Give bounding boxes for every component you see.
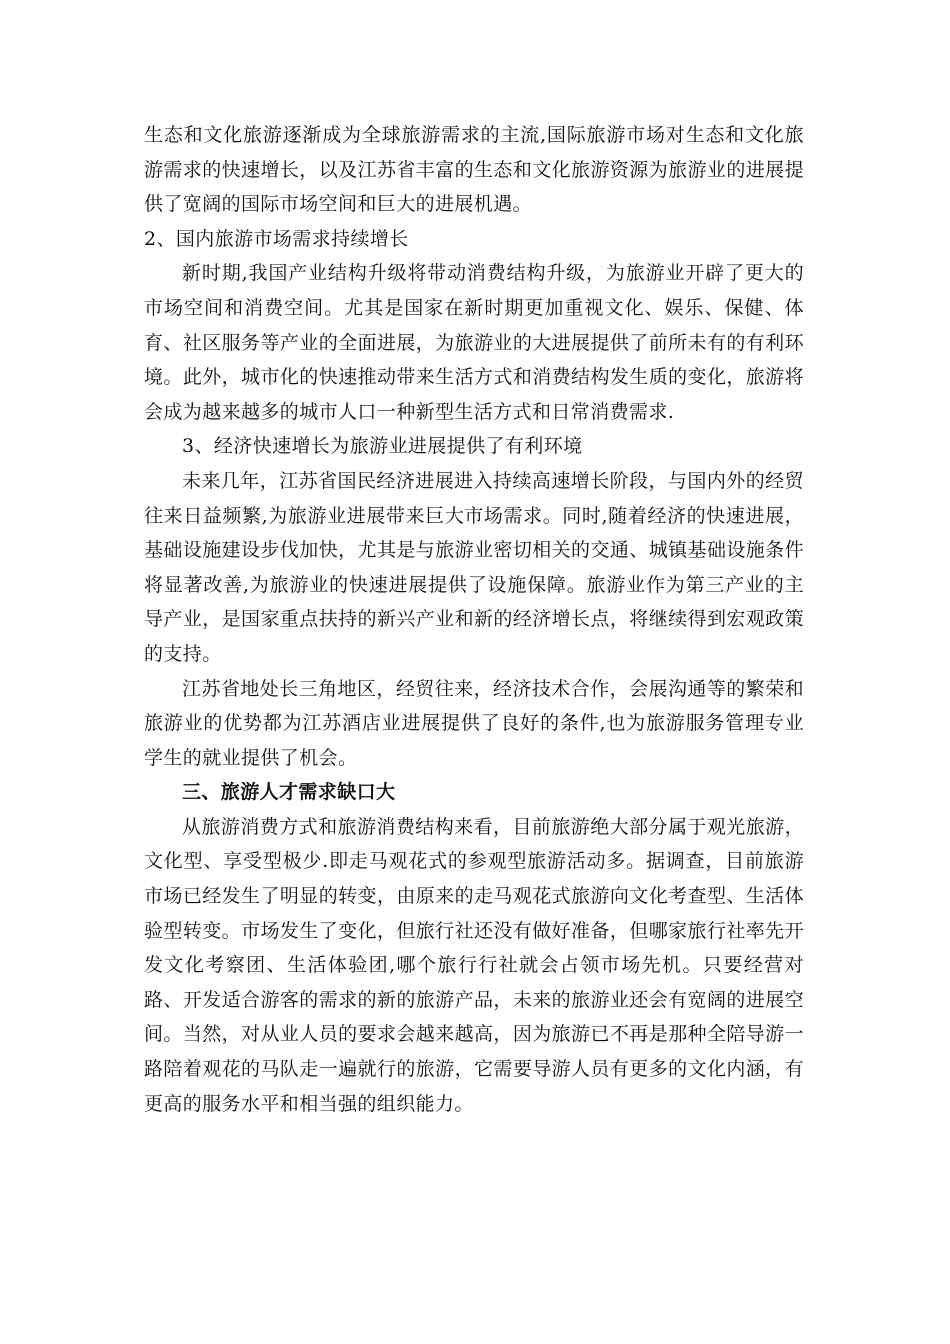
document-body xyxy=(144,118,804,1121)
heading-domestic-demand: 2、国内旅游市场需求持续增长 xyxy=(144,227,409,250)
section-title-talent-gap: 三、旅游人才需求缺口大 xyxy=(182,781,396,804)
paragraph-economic-growth: 未来几年，江苏省国民经济进展进入持续高速增长阶段，与国内外的经贸往来日益频繁,为旅游业进展带来巨大市场需求。同时,随着经济的快速进展，基础设施建设步伐加快，尤其是与旅游业密切相关的交通、城镇基础设施条件将显著改善,为旅游业的快速进展提供了设施保障。旅游业作为第三产业的主导产业，是国家重点扶持的新兴产业和新的经济增长点，将继续得到宏观政策的支持。 xyxy=(144,469,804,665)
paragraph-domestic-demand: 新时期,我国产业结构升级将带动消费结构升级，为旅游业开辟了更大的市场空间和消费空间。尤其是国家在新时期更加重视文化、娱乐、保健、体育、社区服务等产业的全面进展，为旅游业的大进展提供了前所未有的有利环境。此外，城市化的快速推动带来生活方式和消费结构发生质的变化，旅游将会成为越来越多的城市人口一种新型生活方式和日常消费需求. xyxy=(144,262,804,423)
paragraph-eco-culture-tourism: 生态和文化旅游逐渐成为全球旅游需求的主流,国际旅游市场对生态和文化旅游需求的快速增长，以及江苏省丰富的生态和文化旅游资源为旅游业的进展提供了宽阔的国际市场空间和巨大的进展机遇。 xyxy=(144,124,804,216)
heading-economic-growth: 3、经济快速增长为旅游业进展提供了有利环境 xyxy=(182,435,583,458)
paragraph-talent-gap: 从旅游消费方式和旅游消费结构来看，目前旅游绝大部分属于观光旅游，文化型、享受型极少.即走马观花式的参观型旅游活动多。据调查，目前旅游市场已经发生了明显的转变，由原来的走马观花式旅游向文化考查型、生活体验型转变。市场发生了变化，但旅行社还没有做好准备，但哪家旅行社率先开发文化考察团、生活体验团,哪个旅行行社就会占领市场先机。只要经营对路、开发适合游客的需求的新的旅游产品，未来的旅游业还会有宽阔的进展空间。当然，对从业人员的要求会越来越高，因为旅游已不再是那种全陪导游一路陪着观花的马队走一遍就行的旅游，它需要导游人员有更多的文化内涵，有更高的服务水平和相当强的组织能力。 xyxy=(144,815,804,1115)
paragraph-jiangsu-advantages: 江苏省地处长三角地区，经贸往来，经济技术合作，会展沟通等的繁荣和旅游业的优势都为江苏酒店业进展提供了良好的条件,也为旅游服务管理专业学生的就业提供了机会。 xyxy=(144,677,804,769)
